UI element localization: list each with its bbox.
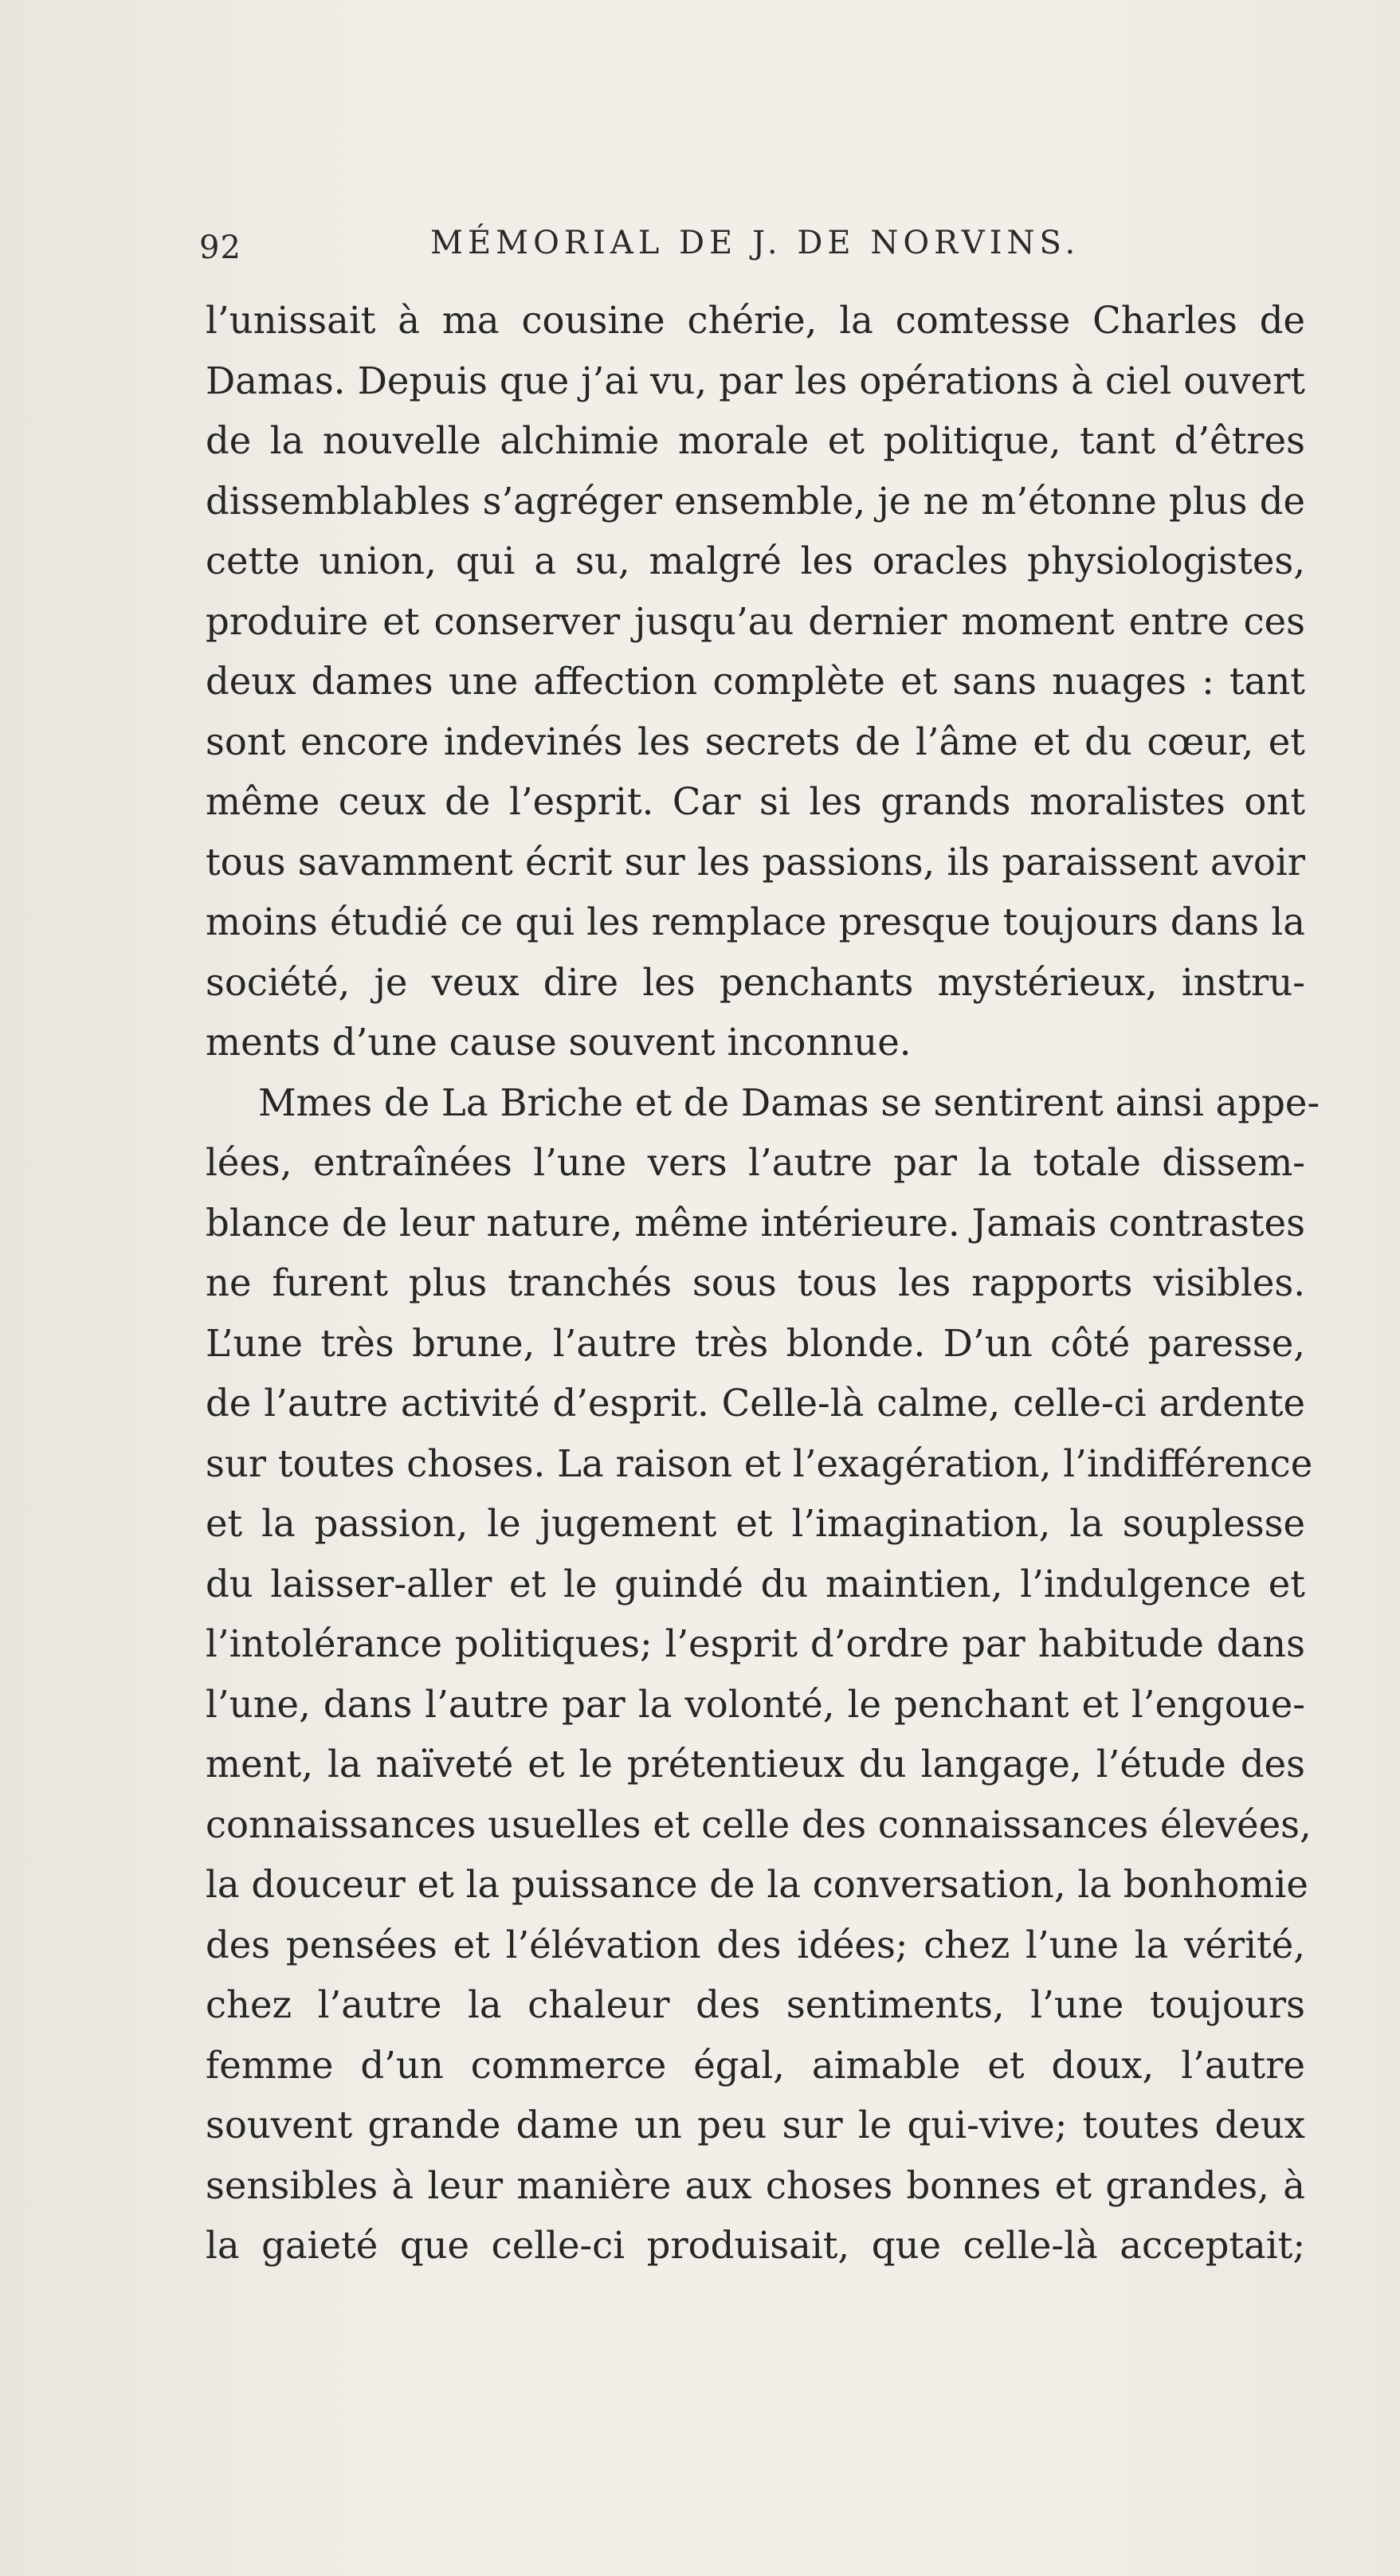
text-line: l’intolérance politiques; l’esprit d’ordre par habitude dans [206, 1622, 1305, 1665]
paragraph-1 [206, 291, 1305, 1073]
text-line: tous savamment écrit sur les passions, ils paraissent avoir [206, 840, 1305, 884]
text-line: sont encore indevinés les secrets de l’âme et du cœur, et [206, 719, 1305, 763]
text-line: et la passion, le jugement et l’imagination, la souplesse [206, 1502, 1305, 1545]
text-line: l’une, dans l’autre par la volonté, le penchant et l’engoue- [206, 1682, 1305, 1726]
text-line: femme d’un commerce égal, aimable et doux, l’autre [206, 2043, 1305, 2087]
text-line: produire et conserver jusqu’au dernier moment entre ces [206, 599, 1305, 643]
text-line: même ceux de l’esprit. Car si les grands moralistes ont [206, 780, 1305, 823]
text-line: des pensées et l’élévation des idées; chez l’une la vérité, [206, 1923, 1305, 1966]
text-line: la gaieté que celle-ci produisait, que celle-là acceptait; [206, 2224, 1305, 2267]
text-line: du laisser-aller et le guindé du maintien, l’indulgence et [206, 1562, 1305, 1606]
text-line: blance de leur nature, même intérieure. Jamais contrastes [206, 1201, 1305, 1245]
text-line: ments d’une cause souvent inconnue. [206, 1021, 912, 1064]
text-line: Damas. Depuis que j’ai vu, par les opérations à ciel ouvert [206, 359, 1305, 402]
text-line: cette union, qui a su, malgré les oracles physiologistes, [206, 539, 1305, 582]
text-line: souvent grande dame un peu sur le qui-vive; toutes deux [206, 2104, 1305, 2147]
paragraph-2 [206, 1073, 1320, 2276]
body-text [206, 291, 1320, 2276]
text-line: de l’autre activité d’esprit. Celle-là calme, celle-ci ardente [206, 1382, 1305, 1425]
page-header [199, 215, 1315, 271]
text-line: lées, entraînées l’une vers l’autre par la totale dissem- [206, 1141, 1305, 1184]
text-line: sensibles à leur manière aux choses bonnes et grandes, à [206, 2163, 1305, 2207]
text-line: ne furent plus tranchés sous tous les rapports visibles. [206, 1261, 1305, 1304]
text-line: dissemblables s’agréger ensemble, je ne m’étonne plus de [206, 479, 1305, 523]
text-line: de la nouvelle alchimie morale et politique, tant d’êtres [206, 419, 1305, 462]
text-line: sur toutes choses. La raison et l’exagération, l’indifférence [206, 1441, 1313, 1485]
text-line: connaissances usuelles et celle des connaissances élevées, [206, 1802, 1312, 1846]
running-title: MÉMORIAL DE J. DE NORVINS. [430, 225, 1080, 261]
text-line: ment, la naïveté et le prétentieux du langage, l’étude des [206, 1743, 1305, 1786]
text-line: la douceur et la puissance de la conversation, la bonhomie [206, 1863, 1308, 1906]
page-number: 92 [199, 229, 241, 266]
text-line: Mmes de La Briche et de Damas se sentirent ainsi appe- [258, 1080, 1320, 1124]
text-line: L’une très brune, l’autre très blonde. D’un côté paresse, [206, 1321, 1305, 1365]
text-line: l’unissait à ma cousine chérie, la comtesse Charles de [206, 299, 1305, 342]
text-line: chez l’autre la chaleur des sentiments, l’une toujours [206, 1983, 1305, 2026]
text-line: société, je veux dire les penchants mystérieux, instru- [206, 960, 1305, 1004]
text-line: deux dames une affection complète et sans nuages : tant [206, 660, 1305, 703]
text-line: moins étudié ce qui les remplace presque toujours dans la [206, 900, 1305, 943]
